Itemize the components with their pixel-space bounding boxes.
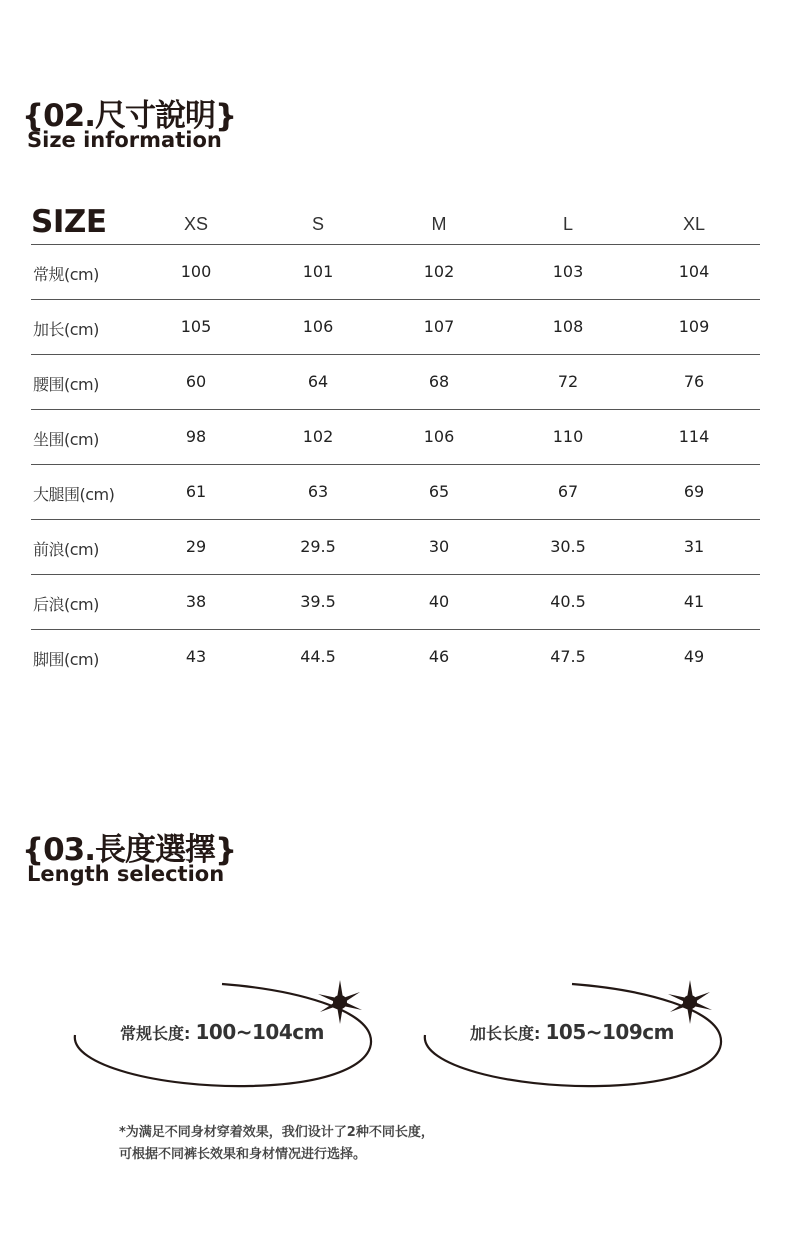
length-note: [119, 1122, 434, 1166]
row-label: 前浪(cm): [33, 540, 99, 559]
size-table-header: [31, 200, 760, 245]
row-label: 腰围(cm): [33, 375, 99, 394]
table-cell: 76: [683, 372, 705, 391]
table-cell: 29.5: [300, 537, 336, 556]
table-cell: 41: [683, 592, 705, 611]
length-value: 105~109cm: [545, 1020, 674, 1044]
table-row: [31, 245, 760, 300]
column-header-xl: XL: [682, 214, 706, 234]
length-section-title: {03.長度選擇}: [22, 832, 237, 868]
column-header-m: M: [431, 214, 447, 234]
table-row: [31, 410, 760, 465]
table-cell: 44.5: [300, 647, 336, 666]
size-table: [31, 200, 760, 684]
table-cell: 108: [552, 317, 584, 336]
table-cell: 40: [428, 592, 450, 611]
table-cell: 46: [428, 647, 450, 666]
row-label: 大腿围(cm): [33, 485, 115, 504]
table-row: [31, 520, 760, 575]
table-cell: 29: [185, 537, 207, 556]
table-row: [31, 630, 760, 684]
regular-length-badge: [70, 980, 380, 1095]
table-cell: 106: [302, 317, 334, 336]
table-cell: 107: [423, 317, 455, 336]
table-cell: 47.5: [550, 647, 586, 666]
row-label: 脚围(cm): [33, 650, 99, 669]
table-cell: 105: [180, 317, 212, 336]
table-cell: 109: [678, 317, 710, 336]
table-cell: 30.5: [550, 537, 586, 556]
table-cell: 31: [683, 537, 705, 556]
note-line: 可根据不同裤长效果和身材情况进行选择。: [119, 1147, 367, 1162]
table-cell: 60: [185, 372, 207, 391]
row-label: 加长(cm): [33, 320, 99, 339]
size-section-title: {02.尺寸說明}: [22, 98, 237, 134]
table-cell: 104: [678, 262, 710, 281]
table-row: [31, 355, 760, 410]
table-cell: 63: [307, 482, 329, 501]
row-label: 常规(cm): [33, 265, 99, 284]
length-value: 100~104cm: [195, 1020, 324, 1044]
table-cell: 110: [552, 427, 584, 446]
table-cell: 102: [302, 427, 334, 446]
table-cell: 114: [678, 427, 710, 446]
table-cell: 39.5: [300, 592, 336, 611]
length-section-subtitle: Length selection: [27, 862, 225, 886]
table-cell: 103: [552, 262, 584, 281]
table-cell: 69: [683, 482, 705, 501]
table-cell: 43: [185, 647, 207, 666]
table-cell: 30: [428, 537, 450, 556]
table-row: [31, 465, 760, 520]
table-cell: 61: [185, 482, 207, 501]
row-label: 坐围(cm): [33, 430, 99, 449]
length-label: 加长长度:: [470, 1024, 541, 1043]
table-cell: 40.5: [550, 592, 586, 611]
table-cell: 49: [683, 647, 705, 666]
table-cell: 64: [307, 372, 329, 391]
table-cell: 68: [428, 372, 450, 391]
table-cell: 38: [185, 592, 207, 611]
column-header-s: S: [311, 214, 325, 234]
note-line: *为满足不同身材穿着效果，我们设计了2种不同长度，: [119, 1125, 434, 1140]
table-cell: 102: [423, 262, 455, 281]
table-cell: 106: [423, 427, 455, 446]
table-cell: 101: [302, 262, 334, 281]
extended-length-badge: [420, 980, 730, 1095]
column-header-l: L: [562, 214, 574, 234]
table-cell: 100: [180, 262, 212, 281]
table-row: [31, 300, 760, 355]
size-corner-label: SIZE: [31, 204, 107, 240]
table-cell: 65: [428, 482, 450, 501]
length-label: 常规长度:: [120, 1024, 191, 1043]
column-header-xs: XS: [183, 214, 209, 234]
table-cell: 98: [185, 427, 207, 446]
table-cell: 72: [557, 372, 579, 391]
table-cell: 67: [557, 482, 579, 501]
size-section-subtitle: Size information: [27, 128, 222, 152]
table-row: [31, 575, 760, 630]
row-label: 后浪(cm): [33, 595, 99, 614]
